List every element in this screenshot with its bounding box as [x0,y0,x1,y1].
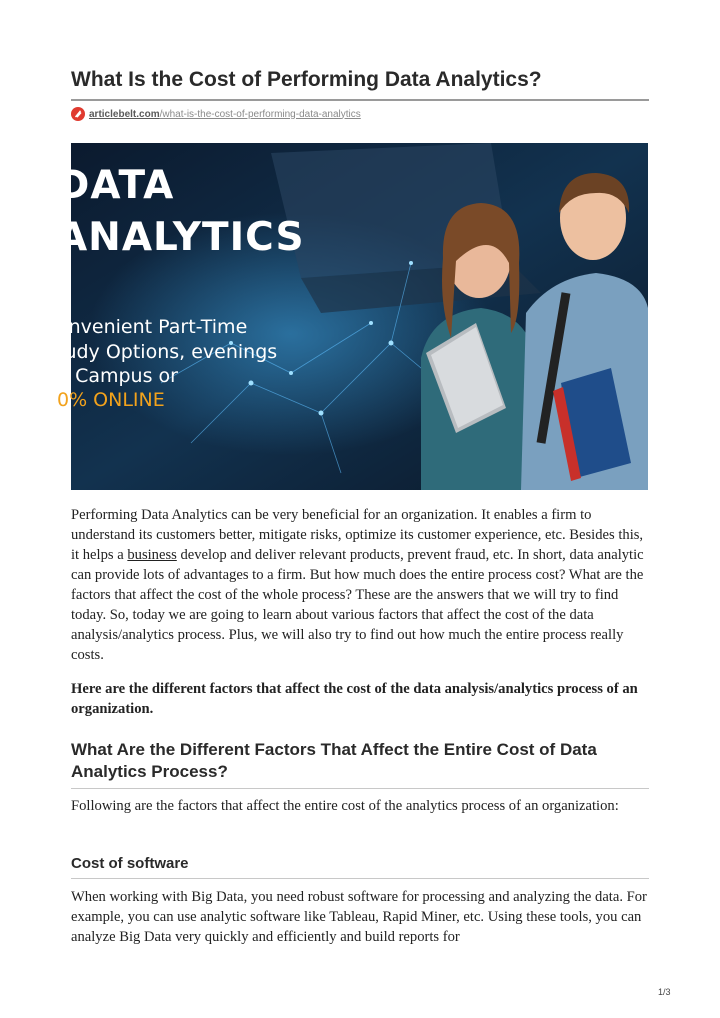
business-link[interactable]: business [127,547,177,563]
hero-line-5: n Campus or [57,365,178,387]
hero-line-6: 0% ONLINE [57,389,165,411]
subsection-divider [71,878,649,879]
page-number: 1/3 [658,987,671,997]
source-path[interactable]: /what-is-the-cost-of-performing-data-analytics [159,108,361,120]
bold-paragraph: Here are the different factors that affect the cost of the data analysis/analytics process of an organization. [71,681,638,717]
intro-paragraph [71,505,649,665]
hero-image [57,143,648,490]
hero-line-4: tudy Options, evenings [57,341,278,363]
intro-text-1: Performing Data Analytics can be very beneficial for an organization. It enables a firm to understand its customers better, mitigate risks, optimize its customer experience, etc. Besides this, it helps a [71,507,644,563]
intro-text-2: develop and deliver relevant products, prevent fraud, etc. In short, data analytic can provide lots of advantages to a firm. But how much does the entire process cost? What are the factors that affect the cost of the whole process? These are the answers that we will try to find today. So, today we are going to learn about various factors that affect the cost of the data analysis/analytics process. Plus, we will also try to find out how much the entire process really costs. [71,547,644,663]
section-heading: What Are the Different Factors That Affect the Entire Cost of Data Analytics Process? [71,740,597,781]
source-domain[interactable]: articlebelt.com [89,108,160,120]
hero-line-2: ANALYTICS [57,215,305,260]
subsection-paragraph: When working with Big Data, you need robust software for processing and analyzing the data. For example, you can use analytic software like Tableau, Rapid Miner, etc. Using these tools, you can analyze Big Data very quickly and efficiently and build reports for [71,889,647,945]
section-paragraph: Following are the factors that affect the entire cost of the analytics process of an organization: [71,798,619,814]
hero-line-1: DATA [57,163,175,208]
source-url[interactable] [89,109,361,120]
subsection-heading: Cost of software [71,855,189,872]
title-divider [71,99,649,101]
section-divider [71,788,649,789]
hero-line-3: onvenient Part-Time [57,316,248,338]
source-link[interactable] [71,106,361,122]
page-title: What Is the Cost of Performing Data Analytics? [71,68,542,91]
site-logo-icon [71,107,85,121]
